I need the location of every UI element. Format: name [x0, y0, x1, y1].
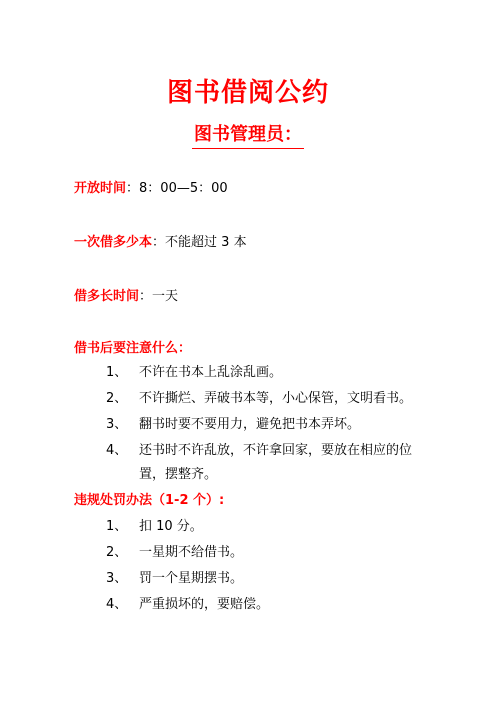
document-title: 图书借阅公约: [166, 78, 329, 108]
document-subtitle: 图书管理员：: [192, 120, 304, 149]
list-item-text: 一星期不给借书。: [139, 545, 244, 560]
list-item-number: 1、: [106, 519, 128, 534]
open-time-separator: ：: [126, 181, 140, 196]
subtitle-container: [0, 120, 496, 149]
list-item-text: 不许在书本上乱涂乱画。: [139, 365, 283, 380]
borrow-count-line: [74, 234, 247, 252]
list-item-text: 扣 10 分。: [139, 519, 203, 534]
list-item-number: 2、: [106, 545, 128, 560]
list-item-number: 4、: [106, 597, 128, 612]
notes-heading-text: 借书后要注意什么：: [74, 341, 192, 356]
list-item-text: 翻书时要不要用力，避免把书本弄坏。: [139, 417, 361, 432]
borrow-count-value: 不能超过 3 本: [165, 235, 247, 250]
list-item-text: 不许撕烂、弄破书本等，小心保管，文明看书。: [139, 391, 413, 406]
list-item-text: 严重损坏的，要赔偿。: [139, 597, 270, 612]
list-item-text: 还书时不许乱放，不许拿回家，要放在相应的位: [139, 443, 413, 458]
penalties-heading-text: 违规处罚办法（1-2 个）:: [74, 493, 225, 508]
borrow-duration-value: 一天: [152, 289, 179, 304]
list-item-number: 1、: [106, 365, 128, 380]
list-item-number: 4、: [106, 443, 128, 458]
notes-heading: [74, 340, 191, 358]
open-time-label: 开放时间: [74, 181, 127, 196]
borrow-count-label: 一次借多少本: [74, 235, 153, 250]
list-item-text: 置，摆整齐。: [139, 467, 218, 482]
borrow-count-separator: ：: [152, 235, 166, 250]
open-time-line: [74, 180, 228, 198]
borrow-duration-label: 借多长时间: [74, 289, 140, 304]
penalties-heading: [74, 492, 224, 510]
list-item-number: 2、: [106, 391, 128, 406]
list-item-number: 3、: [106, 571, 128, 586]
open-time-value: 8：00—5：00: [139, 181, 228, 196]
borrow-duration-separator: ：: [139, 289, 153, 304]
list-item-text: 罚一个星期摆书。: [139, 571, 244, 586]
borrow-duration-line: [74, 288, 178, 306]
list-item-number: 3、: [106, 417, 128, 432]
